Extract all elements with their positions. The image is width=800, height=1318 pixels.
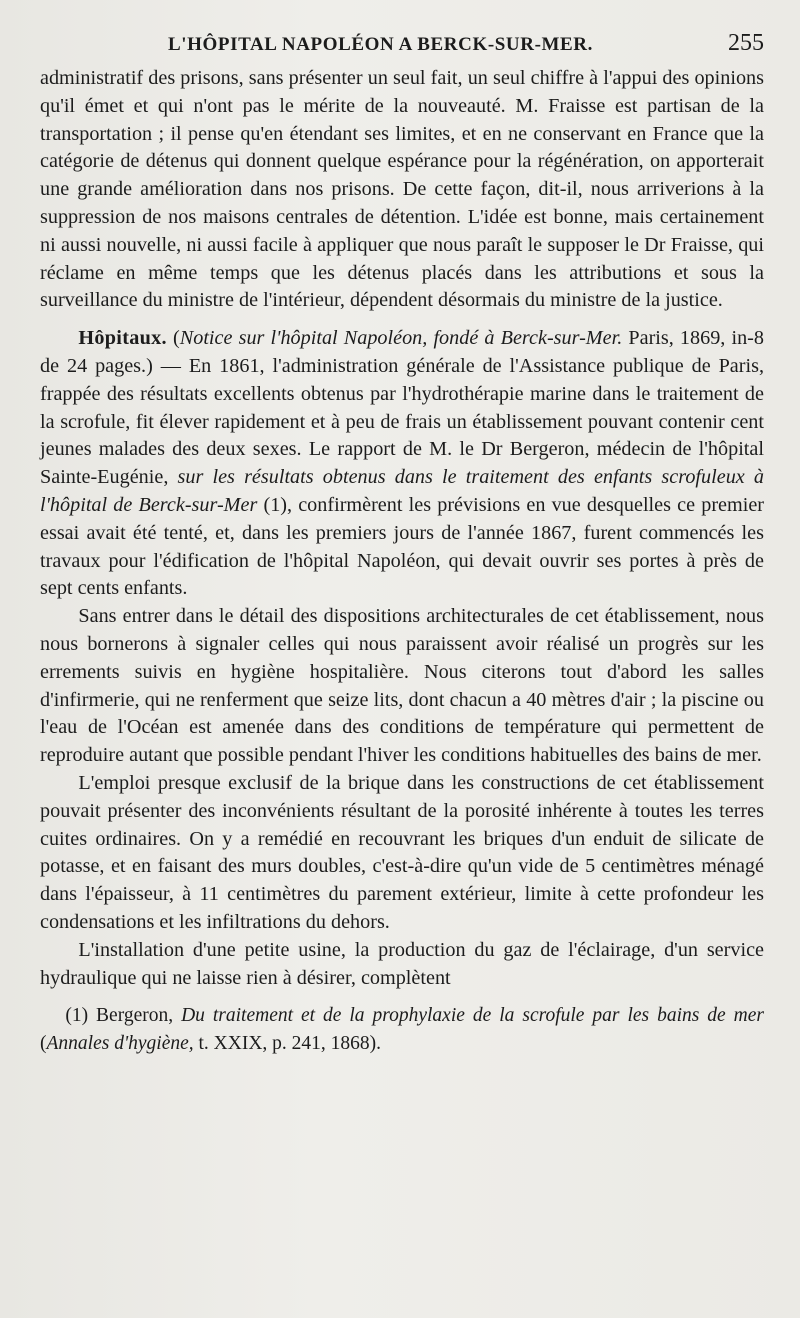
page-number: 255 xyxy=(728,30,764,56)
footnote-marker: (1) Bergeron, xyxy=(65,1005,182,1027)
body-text xyxy=(40,65,764,992)
footnote xyxy=(40,1002,764,1058)
paragraph-hopitaux xyxy=(40,325,764,603)
running-head xyxy=(40,30,764,57)
paragraph-2-text-b: (1), confirmèrent les prévisions en vue desquelles ce premier essai avait été tenté, et, dans les premiers jours de l'année 1867, furent commencés les travaux pour l'édification de l'hôpital Napoléon, qui devait ouvrir ses portes à près de sept cents enfants. xyxy=(40,493,765,600)
notice-title: Notice sur l'hôpital Napoléon, fondé à Berck-sur-Mer. xyxy=(179,327,623,350)
footnote-middle: ( xyxy=(40,1033,47,1055)
report-title: sur les résultats obtenus dans le traitement des enfants scrofuleux à l'hôpital de Berck-sur-Mer xyxy=(40,466,764,516)
footnote-journal: Annales d'hygiène, xyxy=(46,1033,194,1055)
paragraph-3: Sans entrer dans le détail des dispositions architecturales de cet établissement, nous nous bornerons à signaler celles qui nous paraissent avoir réalisé un progrès sur les errements suivis en hygiène hospitalière. Nous citerons tout d'abord les salles d'infirmerie, qui ne renferment que seize lits, dont chacun a 40 mètres d'air ; la piscine ou l'eau de l'Océan est amenée dans des conditions de température qui permettent de reproduire autant que possible pendant l'hiver les conditions habituelles des bains de mer. xyxy=(40,605,764,767)
paragraph-4: L'emploi presque exclusif de la brique dans les constructions de cet établissement pouvait présenter des inconvénients résultant de la porosité inhérente à toutes les terres cuites ordinaires. On y a remédié en recouvrant les briques d'un enduit de silicate de potasse, et en faisant des murs doubles, c'est-à-dire qu'un vide de 5 centimètres ménagé dans l'épaisseur, à 11 centimètres du parement extérieur, limite à cette profondeur les condensations et les infiltrations du dehors. xyxy=(40,771,764,933)
paragraph-2-text-a: Paris, 1869, in-8 de 24 pages.) — En 1861, l'administration générale de l'Assistance publique de Paris, frappée des résultats excellents obtenus par l'hydrothérapie marine dans le traitement de la scrofule, fit élever rapidement et à peu de frais un établissement pouvant contenir cent jeunes malades des deux sexes. Le rapport de M. le Dr Bergeron, médecin de l'hôpital Sainte-Eugénie, xyxy=(40,327,764,489)
paragraph-1: administratif des prisons, sans présenter un seul fait, un seul chiffre à l'appui des opinions qu'il émet et qui n'ont pas le mérite de la nouveauté. M. Fraisse est partisan de la transportation ; il pense qu'en étendant ses limites, et en ne conservant en France que la catégorie de détenus qui donnent quelque espérance pour la régénération, on apporterait une grande amélioration dans nos prisons. De cette façon, dit-il, nous arriverions à la suppression de nos maisons centrales de détention. L'idée est bonne, mais certainement ni aussi nouvelle, ni aussi facile à appliquer que nous paraît le supposer le Dr Fraisse, qui réclame en même temps que les détenus placés dans les attributions et sous la surveillance du ministre de l'intérieur, dépendent désormais du ministre de la justice. xyxy=(40,67,764,312)
footnote-tail: t. XXIX, p. 241, 1868). xyxy=(193,1033,382,1055)
running-title: L'HÔPITAL NAPOLÉON A BERCK-SUR-MER. xyxy=(168,34,593,55)
section-rubric: Hôpitaux. xyxy=(78,327,167,350)
paragraph-5: L'installation d'une petite usine, la production du gaz de l'éclairage, d'un service hydraulique qui ne laisse rien à désirer, complètent xyxy=(40,938,764,989)
paren-open: ( xyxy=(173,327,180,350)
footnote-title: Du traitement et de la prophylaxie de la scrofule par les bains de mer xyxy=(181,1005,764,1027)
